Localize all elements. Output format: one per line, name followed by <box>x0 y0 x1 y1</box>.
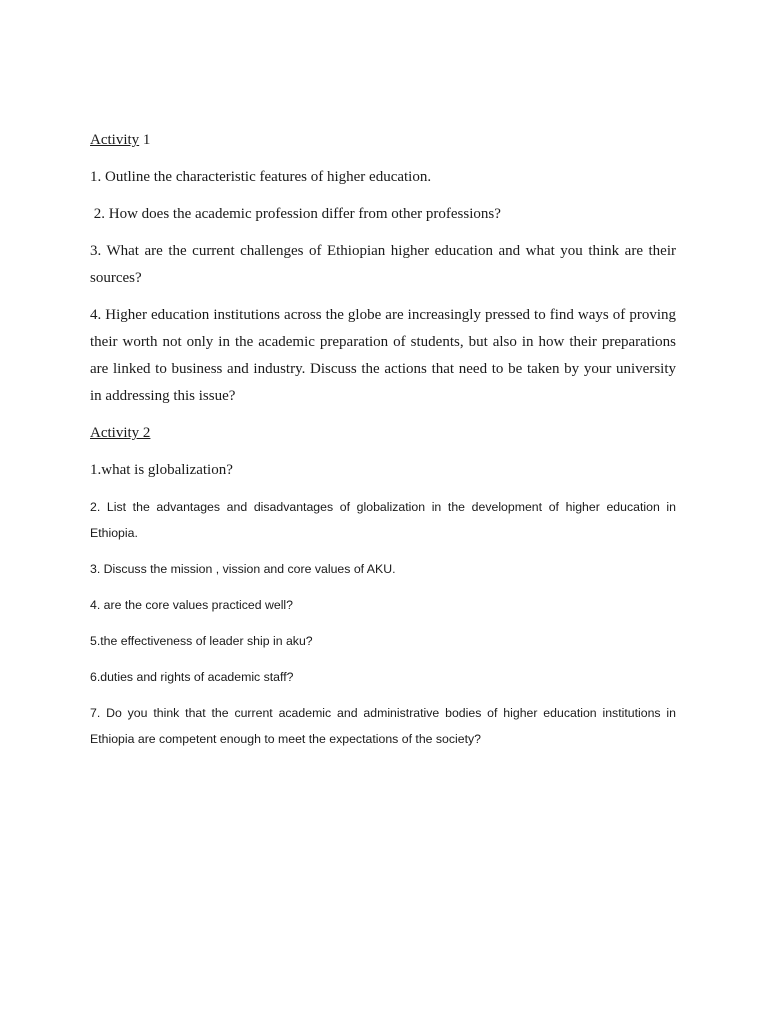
activity-2-question-2: 2. List the advantages and disadvantages of globalization in the development of higher education in Ethiopia. <box>90 500 676 540</box>
activity-2-question-1: 1.what is globalization? <box>90 462 233 478</box>
activity-1-question-2: 2. How does the academic profession differ from other professions? <box>90 206 501 222</box>
document-page <box>90 127 676 762</box>
activity-2-question-5: 5.the effectiveness of leader ship in aku? <box>90 634 313 648</box>
activity-1-question-4: 4. Higher education institutions across the globe are increasingly pressed to find ways of proving their worth not only in the academic preparation of students, but also in how their preparations are linked to business and industry. Discuss the actions that need to be taken by your university in addressing this issue? <box>90 307 676 404</box>
activity-1-heading <box>90 127 676 154</box>
activity-2-question-3: 3. Discuss the mission , vission and core values of AKU. <box>90 562 396 576</box>
activity-1-heading-number: 1 <box>139 132 151 148</box>
activity-1-heading-word: Activity <box>90 132 140 148</box>
activity-2-question-4: 4. are the core values practiced well? <box>90 598 294 612</box>
activity-1-question-1: 1. Outline the characteristic features of higher education. <box>90 169 432 185</box>
activity-2-heading: Activity 2 <box>90 425 151 441</box>
activity-2-question-6: 6.duties and rights of academic staff? <box>90 670 294 684</box>
activity-1-question-3: 3. What are the current challenges of Ethiopian higher education and what you think are their sources? <box>90 243 676 286</box>
activity-2-question-7: 7. Do you think that the current academic and administrative bodies of higher education institutions in Ethiopia are competent enough to meet the expectations of the society? <box>90 706 676 746</box>
